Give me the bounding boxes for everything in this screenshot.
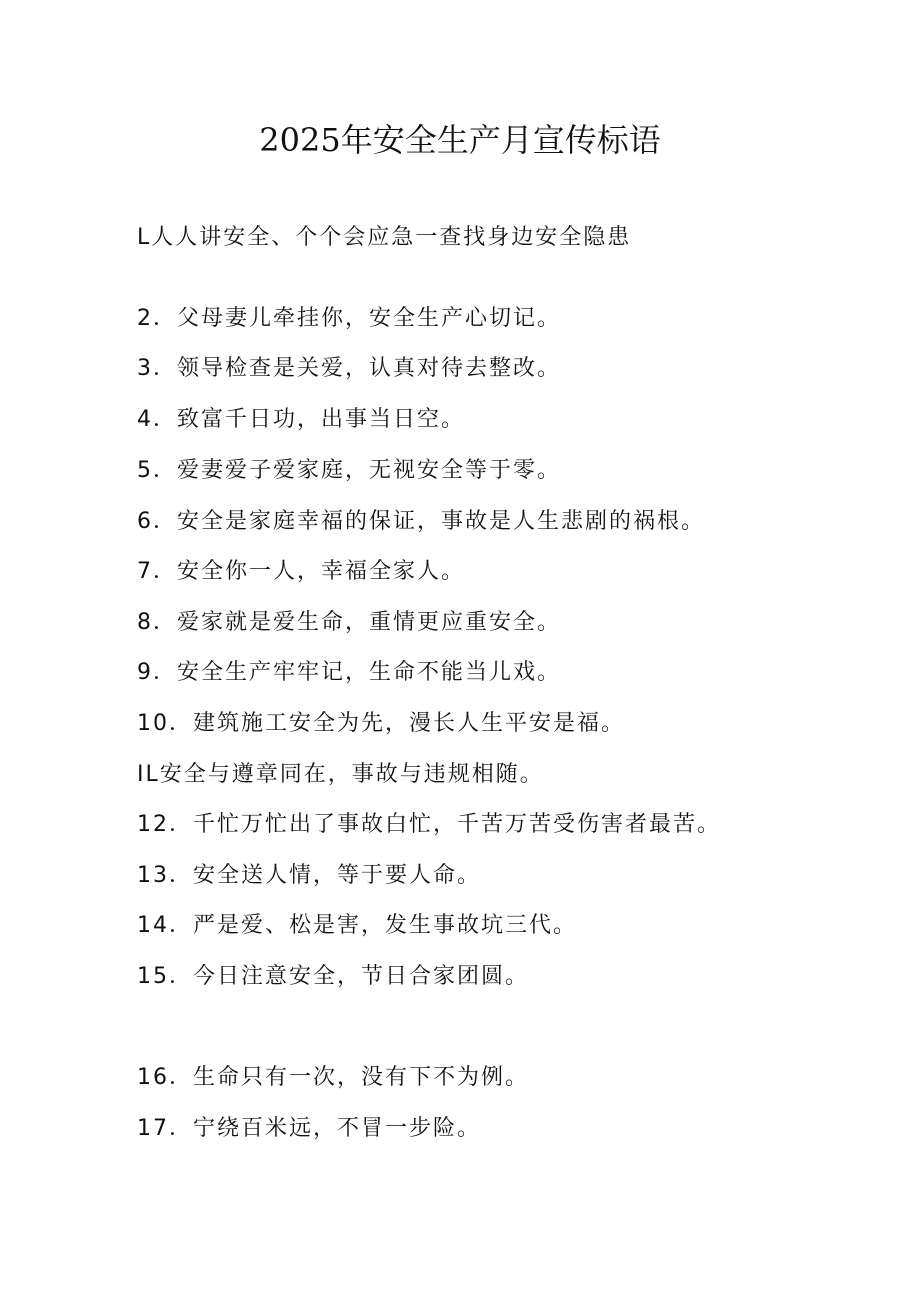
- slogan-item: 16．生命只有一次，没有下不为例。: [137, 1065, 529, 1090]
- slogan-item: 7．安全你一人，幸福全家人。: [137, 559, 465, 584]
- slogan-item: IL安全与遵章同在，事故与违规相随。: [137, 762, 544, 787]
- slogan-item: 4．致富千日功，出事当日空。: [137, 407, 465, 432]
- slogan-item: L人人讲安全、个个会应急一查找身边安全隐患: [137, 225, 632, 250]
- slogan-item: 8．爱家就是爱生命，重情更应重安全。: [137, 610, 561, 635]
- slogan-item: 10．建筑施工安全为先，漫长人生平安是福。: [137, 711, 625, 736]
- slogan-item: 9．安全生产牢牢记，生命不能当儿戏。: [137, 660, 561, 685]
- document-title: 2025年安全生产月宣传标语: [259, 121, 661, 159]
- slogan-item: 6．安全是家庭幸福的保证，事故是人生悲剧的祸根。: [137, 509, 705, 534]
- slogan-item: 2．父母妻儿牵挂你，安全生产心切记。: [137, 306, 561, 331]
- slogan-item: 13．安全送人情，等于要人命。: [137, 863, 481, 888]
- slogan-item: 17．宁绕百米远，不冒一步险。: [137, 1116, 481, 1141]
- slogan-item: 12．千忙万忙出了事故白忙，千苦万苦受伤害者最苦。: [137, 812, 721, 837]
- slogan-item: 14．严是爱、松是害，发生事故坑三代。: [137, 913, 577, 938]
- slogan-item: 15．今日注意安全，节日合家团圆。: [137, 964, 529, 989]
- slogan-item: 3．领导检查是关爱，认真对待去整改。: [137, 356, 561, 381]
- slogan-item: 5．爱妻爱子爱家庭，无视安全等于零。: [137, 458, 561, 483]
